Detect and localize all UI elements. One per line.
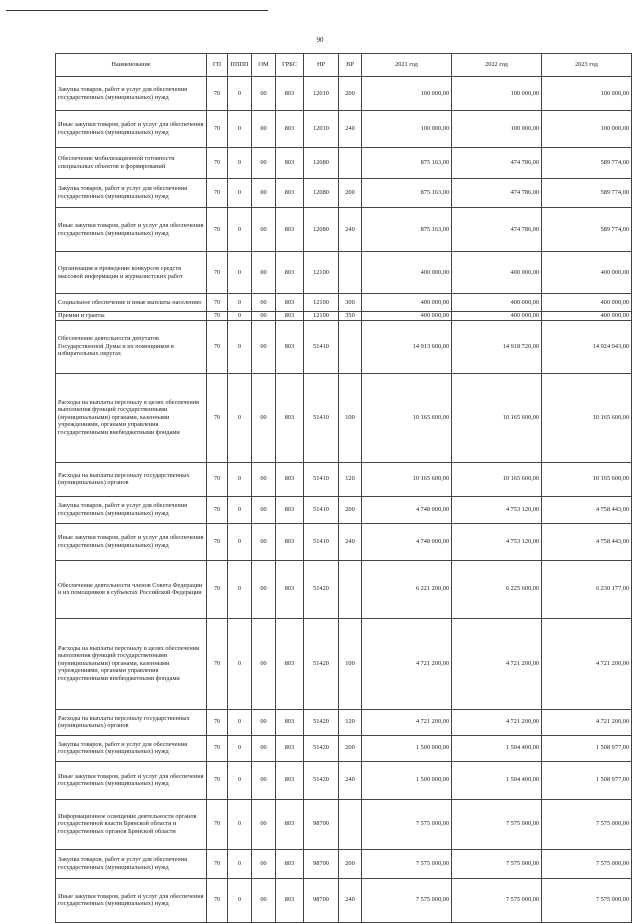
cell-grbs: 803 <box>276 148 304 179</box>
cell-y2021: 1 500 000,00 <box>362 735 452 761</box>
header-row <box>56 54 632 77</box>
cell-nr: 12080 <box>304 208 339 252</box>
cell-nr: 51410 <box>304 523 339 560</box>
cell-vr <box>339 560 362 618</box>
table-row <box>56 799 632 849</box>
cell-gp: 70 <box>207 761 228 799</box>
cell-vr: 200 <box>339 735 362 761</box>
cell-name: Иные закупки товаров, работ и услуг для обеспечения государственных (муниципальных) нужд <box>56 208 207 252</box>
cell-om: 00 <box>252 373 276 462</box>
cell-om: 00 <box>252 560 276 618</box>
cell-grbs: 803 <box>276 312 304 321</box>
cell-grbs: 803 <box>276 735 304 761</box>
cell-y2022: 474 786,00 <box>452 148 542 179</box>
cell-y2023: 400 000,00 <box>542 312 632 321</box>
cell-pppp: 0 <box>228 462 252 496</box>
cell-grbs: 803 <box>276 709 304 735</box>
cell-pppp: 0 <box>228 496 252 523</box>
table-row <box>56 761 632 799</box>
cell-y2022: 4 753 120,00 <box>452 496 542 523</box>
cell-y2023: 4 721 200,00 <box>542 618 632 709</box>
cell-nr: 12100 <box>304 312 339 321</box>
cell-nr: 51410 <box>304 373 339 462</box>
cell-y2023: 100 000,00 <box>542 77 632 111</box>
cell-nr: 12100 <box>304 294 339 312</box>
cell-grbs: 803 <box>276 799 304 849</box>
cell-vr: 240 <box>339 761 362 799</box>
cell-nr: 51420 <box>304 761 339 799</box>
cell-grbs: 803 <box>276 252 304 294</box>
header-pppp: ПППП <box>228 54 252 77</box>
cell-y2022: 474 786,00 <box>452 179 542 208</box>
table-row <box>56 618 632 709</box>
cell-grbs: 803 <box>276 496 304 523</box>
cell-om: 00 <box>252 252 276 294</box>
cell-om: 00 <box>252 111 276 148</box>
table-row <box>56 77 632 111</box>
cell-y2022: 100 000,00 <box>452 77 542 111</box>
cell-name: Информационное освещение деятельности органов государственной власти Брянской области и государственных органов Брянской области <box>56 799 207 849</box>
cell-y2021: 400 000,00 <box>362 294 452 312</box>
cell-om: 00 <box>252 618 276 709</box>
cell-y2023: 400 000,00 <box>542 252 632 294</box>
cell-pppp: 0 <box>228 523 252 560</box>
cell-pppp: 0 <box>228 320 252 373</box>
cell-y2023: 7 575 000,00 <box>542 799 632 849</box>
cell-pppp: 0 <box>228 111 252 148</box>
cell-y2022: 6 225 600,00 <box>452 560 542 618</box>
cell-y2023: 589 774,00 <box>542 208 632 252</box>
cell-name: Закупка товаров, работ и услуг для обеспечения государственных (муниципальных) нужд <box>56 735 207 761</box>
cell-vr: 200 <box>339 849 362 878</box>
cell-y2023: 10 165 600,00 <box>542 462 632 496</box>
cell-y2021: 1 500 000,00 <box>362 761 452 799</box>
table-row <box>56 111 632 148</box>
cell-y2023: 400 000,00 <box>542 294 632 312</box>
cell-pppp: 0 <box>228 373 252 462</box>
cell-y2023: 4 758 443,00 <box>542 523 632 560</box>
cell-gp: 70 <box>207 735 228 761</box>
cell-name: Иные закупки товаров, работ и услуг для обеспечения государственных (муниципальных) нужд <box>56 761 207 799</box>
cell-y2022: 100 000,00 <box>452 111 542 148</box>
cell-gp: 70 <box>207 618 228 709</box>
cell-y2023: 589 774,00 <box>542 179 632 208</box>
header-2023: 2023 год <box>542 54 632 77</box>
table-row <box>56 523 632 560</box>
cell-vr: 240 <box>339 523 362 560</box>
cell-pppp: 0 <box>228 735 252 761</box>
cell-y2023: 4 758 443,00 <box>542 496 632 523</box>
cell-y2023: 1 508 977,00 <box>542 735 632 761</box>
cell-grbs: 803 <box>276 849 304 878</box>
cell-om: 00 <box>252 523 276 560</box>
header-2022: 2022 год <box>452 54 542 77</box>
cell-name: Иные закупки товаров, работ и услуг для обеспечения государственных (муниципальных) нужд <box>56 878 207 922</box>
cell-gp: 70 <box>207 523 228 560</box>
table-row <box>56 560 632 618</box>
table-row <box>56 320 632 373</box>
cell-pppp: 0 <box>228 560 252 618</box>
cell-pppp: 0 <box>228 878 252 922</box>
header-vr: ВР <box>339 54 362 77</box>
page-number: 90 <box>316 36 324 44</box>
cell-y2023: 589 774,00 <box>542 148 632 179</box>
header-nr: НР <box>304 54 339 77</box>
cell-y2022: 4 721 200,00 <box>452 618 542 709</box>
cell-name: Премии и гранты <box>56 312 207 321</box>
cell-y2023: 100 000,00 <box>542 111 632 148</box>
cell-nr: 51420 <box>304 709 339 735</box>
cell-name: Обеспечение деятельности депутатов Государственной Думы и их помощников в избирательных округах <box>56 320 207 373</box>
cell-vr: 200 <box>339 179 362 208</box>
cell-pppp: 0 <box>228 179 252 208</box>
cell-y2021: 4 748 000,00 <box>362 523 452 560</box>
cell-gp: 70 <box>207 179 228 208</box>
cell-pppp: 0 <box>228 799 252 849</box>
table-row <box>56 294 632 312</box>
cell-gp: 70 <box>207 849 228 878</box>
cell-y2023: 7 575 000,00 <box>542 878 632 922</box>
cell-name: Закупка товаров, работ и услуг для обеспечения государственных (муниципальных) нужд <box>56 77 207 111</box>
cell-name: Иные закупки товаров, работ и услуг для обеспечения государственных (муниципальных) нужд <box>56 111 207 148</box>
cell-y2021: 400 000,00 <box>362 312 452 321</box>
cell-nr: 12010 <box>304 77 339 111</box>
cell-y2022: 7 575 000,00 <box>452 849 542 878</box>
cell-y2021: 6 221 200,00 <box>362 560 452 618</box>
cell-grbs: 803 <box>276 208 304 252</box>
cell-om: 00 <box>252 709 276 735</box>
cell-grbs: 803 <box>276 294 304 312</box>
cell-name: Обеспечение деятельности членов Совета Федерации и их помощников в субъектах Российской Федерации <box>56 560 207 618</box>
cell-y2022: 400 000,00 <box>452 312 542 321</box>
cell-vr: 100 <box>339 618 362 709</box>
cell-grbs: 803 <box>276 462 304 496</box>
cell-y2021: 875 163,00 <box>362 148 452 179</box>
cell-gp: 70 <box>207 878 228 922</box>
table-row <box>56 208 632 252</box>
cell-nr: 51410 <box>304 320 339 373</box>
cell-name: Организация и проведение конкурсов средств массовой информации и журналистских работ <box>56 252 207 294</box>
cell-y2021: 4 721 200,00 <box>362 709 452 735</box>
cell-vr <box>339 252 362 294</box>
cell-nr: 51410 <box>304 462 339 496</box>
cell-gp: 70 <box>207 496 228 523</box>
cell-gp: 70 <box>207 148 228 179</box>
cell-grbs: 803 <box>276 878 304 922</box>
cell-pppp: 0 <box>228 252 252 294</box>
cell-nr: 51420 <box>304 735 339 761</box>
cell-y2022: 7 575 000,00 <box>452 799 542 849</box>
table-row <box>56 496 632 523</box>
table-row <box>56 179 632 208</box>
table-row <box>56 735 632 761</box>
cell-pppp: 0 <box>228 208 252 252</box>
cell-y2022: 7 575 000,00 <box>452 878 542 922</box>
header-2021: 2021 год <box>362 54 452 77</box>
cell-y2021: 7 575 000,00 <box>362 849 452 878</box>
cell-gp: 70 <box>207 560 228 618</box>
cell-vr: 120 <box>339 709 362 735</box>
cell-nr: 51420 <box>304 560 339 618</box>
cell-y2022: 1 504 400,00 <box>452 735 542 761</box>
cell-name: Социальное обеспечение и иные выплаты населению <box>56 294 207 312</box>
cell-gp: 70 <box>207 373 228 462</box>
cell-gp: 70 <box>207 208 228 252</box>
cell-y2021: 875 163,00 <box>362 179 452 208</box>
cell-y2023: 6 230 177,00 <box>542 560 632 618</box>
cell-gp: 70 <box>207 320 228 373</box>
cell-name: Расходы на выплаты персоналу государственных (муниципальных) органов <box>56 462 207 496</box>
table-row <box>56 252 632 294</box>
cell-gp: 70 <box>207 111 228 148</box>
cell-pppp: 0 <box>228 77 252 111</box>
cell-vr: 200 <box>339 77 362 111</box>
cell-y2023: 1 508 977,00 <box>542 761 632 799</box>
cell-y2022: 10 165 600,00 <box>452 462 542 496</box>
cell-gp: 70 <box>207 294 228 312</box>
table-row <box>56 462 632 496</box>
cell-y2022: 1 504 400,00 <box>452 761 542 799</box>
header-gp: ГП <box>207 54 228 77</box>
cell-name: Расходы на выплаты персоналу в целях обеспечения выполнения функций государственными (муниципальными) органами, казенными учреждениями, органами управления государственными внебюджетными фондами <box>56 373 207 462</box>
cell-grbs: 803 <box>276 373 304 462</box>
cell-y2021: 4 721 200,00 <box>362 618 452 709</box>
cell-grbs: 803 <box>276 560 304 618</box>
cell-vr: 100 <box>339 373 362 462</box>
cell-om: 00 <box>252 878 276 922</box>
cell-pppp: 0 <box>228 761 252 799</box>
cell-y2021: 4 748 000,00 <box>362 496 452 523</box>
cell-gp: 70 <box>207 799 228 849</box>
cell-grbs: 803 <box>276 761 304 799</box>
cell-nr: 98700 <box>304 878 339 922</box>
cell-om: 00 <box>252 496 276 523</box>
table-row <box>56 709 632 735</box>
cell-name: Обеспечение мобилизационной готовности специальных объектов и формирований <box>56 148 207 179</box>
cell-pppp: 0 <box>228 148 252 179</box>
cell-om: 00 <box>252 312 276 321</box>
header-grbs: ГРБС <box>276 54 304 77</box>
cell-gp: 70 <box>207 709 228 735</box>
cell-name: Расходы на выплаты персоналу государственных (муниципальных) органов <box>56 709 207 735</box>
cell-gp: 70 <box>207 462 228 496</box>
cell-pppp: 0 <box>228 709 252 735</box>
cell-om: 00 <box>252 320 276 373</box>
cell-vr: 350 <box>339 312 362 321</box>
header-om: ОМ <box>252 54 276 77</box>
cell-y2023: 10 165 600,00 <box>542 373 632 462</box>
cell-vr: 120 <box>339 462 362 496</box>
header-name: Наименование <box>56 54 207 77</box>
cell-y2021: 100 000,00 <box>362 77 452 111</box>
cell-om: 00 <box>252 179 276 208</box>
cell-pppp: 0 <box>228 312 252 321</box>
cell-grbs: 803 <box>276 111 304 148</box>
cell-y2022: 10 165 600,00 <box>452 373 542 462</box>
cell-y2022: 4 721 200,00 <box>452 709 542 735</box>
cell-om: 00 <box>252 735 276 761</box>
cell-gp: 70 <box>207 312 228 321</box>
cell-nr: 12100 <box>304 252 339 294</box>
cell-om: 00 <box>252 208 276 252</box>
cell-vr: 240 <box>339 111 362 148</box>
cell-y2022: 4 753 120,00 <box>452 523 542 560</box>
cell-nr: 51410 <box>304 496 339 523</box>
cell-y2021: 100 000,00 <box>362 111 452 148</box>
cell-vr <box>339 799 362 849</box>
cell-om: 00 <box>252 294 276 312</box>
cell-vr <box>339 148 362 179</box>
cell-om: 00 <box>252 148 276 179</box>
cell-gp: 70 <box>207 252 228 294</box>
cell-y2021: 7 575 000,00 <box>362 878 452 922</box>
cell-grbs: 803 <box>276 618 304 709</box>
cell-om: 00 <box>252 799 276 849</box>
cell-y2023: 7 575 000,00 <box>542 849 632 878</box>
table-row <box>56 878 632 922</box>
cell-nr: 12080 <box>304 179 339 208</box>
cell-om: 00 <box>252 761 276 799</box>
cell-grbs: 803 <box>276 77 304 111</box>
cell-nr: 98700 <box>304 849 339 878</box>
cell-om: 00 <box>252 77 276 111</box>
cell-name: Расходы на выплаты персоналу в целях обеспечения выполнения функций государственными (муниципальными) органами, казенными учреждениями, органами управления государственными внебюджетными фондами <box>56 618 207 709</box>
cell-vr <box>339 320 362 373</box>
cell-pppp: 0 <box>228 849 252 878</box>
table-row <box>56 373 632 462</box>
cell-vr: 240 <box>339 878 362 922</box>
budget-table <box>55 53 632 923</box>
cell-y2022: 400 000,00 <box>452 294 542 312</box>
cell-y2022: 400 000,00 <box>452 252 542 294</box>
cell-nr: 98700 <box>304 799 339 849</box>
cell-y2021: 10 165 600,00 <box>362 373 452 462</box>
cell-vr: 300 <box>339 294 362 312</box>
cell-om: 00 <box>252 462 276 496</box>
cell-pppp: 0 <box>228 618 252 709</box>
table-row <box>56 148 632 179</box>
cell-name: Закупка товаров, работ и услуг для обеспечения государственных (муниципальных) нужд <box>56 179 207 208</box>
cell-vr: 200 <box>339 496 362 523</box>
table-row <box>56 849 632 878</box>
cell-gp: 70 <box>207 77 228 111</box>
cell-name: Иные закупки товаров, работ и услуг для обеспечения государственных (муниципальных) нужд <box>56 523 207 560</box>
cell-y2021: 10 165 600,00 <box>362 462 452 496</box>
cell-y2021: 875 163,00 <box>362 208 452 252</box>
cell-y2023: 4 721 200,00 <box>542 709 632 735</box>
cell-grbs: 803 <box>276 320 304 373</box>
cell-name: Закупка товаров, работ и услуг для обеспечения государственных (муниципальных) нужд <box>56 849 207 878</box>
top-rule <box>6 10 268 11</box>
cell-nr: 12010 <box>304 111 339 148</box>
cell-grbs: 803 <box>276 523 304 560</box>
cell-y2021: 14 913 600,00 <box>362 320 452 373</box>
cell-nr: 12080 <box>304 148 339 179</box>
cell-y2022: 474 786,00 <box>452 208 542 252</box>
cell-y2022: 14 918 720,00 <box>452 320 542 373</box>
cell-y2023: 14 924 043,00 <box>542 320 632 373</box>
cell-y2021: 400 000,00 <box>362 252 452 294</box>
cell-om: 00 <box>252 849 276 878</box>
cell-nr: 51420 <box>304 618 339 709</box>
cell-pppp: 0 <box>228 294 252 312</box>
cell-name: Закупка товаров, работ и услуг для обеспечения государственных (муниципальных) нужд <box>56 496 207 523</box>
cell-grbs: 803 <box>276 179 304 208</box>
cell-y2021: 7 575 000,00 <box>362 799 452 849</box>
cell-vr: 240 <box>339 208 362 252</box>
table-row <box>56 312 632 321</box>
